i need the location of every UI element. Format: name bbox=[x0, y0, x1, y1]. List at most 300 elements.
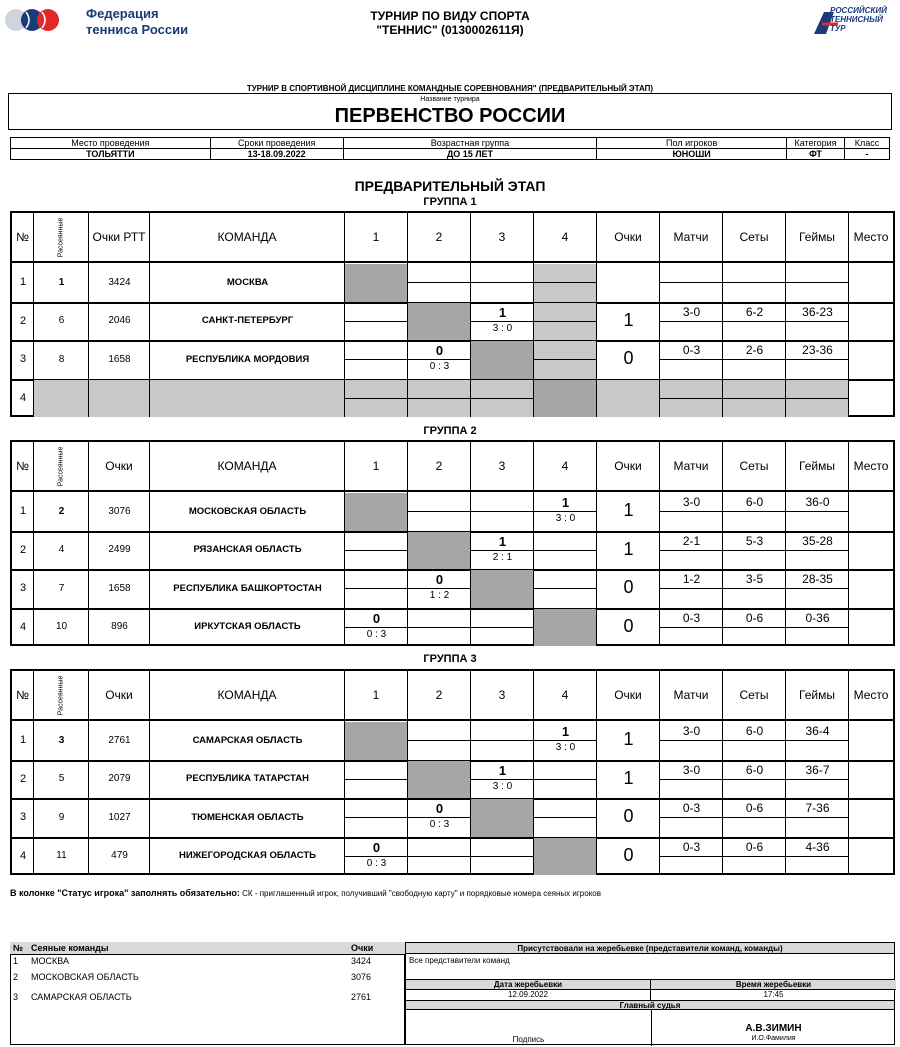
cell-games: 0-36 bbox=[805, 610, 830, 625]
match-result-score: 3 : 0 bbox=[492, 780, 513, 792]
match-result-score: 2 : 1 bbox=[492, 551, 513, 563]
cell-mid-line bbox=[660, 359, 723, 360]
cell-mid-line bbox=[534, 321, 597, 322]
column-header-c3 bbox=[471, 671, 534, 719]
group-title: ГРУППА 1 bbox=[423, 196, 477, 208]
column-header-label: Очки bbox=[614, 459, 642, 473]
seeded-points: 3076 bbox=[351, 971, 372, 982]
column-header-label: 1 bbox=[372, 688, 380, 702]
cell-mid-line bbox=[471, 740, 534, 741]
cell-mid-line bbox=[660, 627, 723, 628]
cell-mid-line bbox=[471, 856, 534, 857]
cell-seed bbox=[34, 379, 89, 418]
cell-team: РЯЗАНСКАЯ ОБЛАСТЬ bbox=[193, 544, 302, 556]
match-result-winner: 1 bbox=[498, 762, 507, 778]
cell-mid-line bbox=[471, 321, 534, 322]
cell-mid-line bbox=[408, 627, 471, 628]
cell-mid-line bbox=[723, 588, 786, 589]
cell-sets: 3-5 bbox=[745, 572, 764, 586]
column-divider bbox=[596, 379, 597, 418]
cell-team: САНКТ-ПЕТЕРБУРГ bbox=[201, 315, 294, 327]
draw-judge-label: Главный судья bbox=[406, 1000, 894, 1010]
tournament-name: ПЕРВЕНСТВО РОССИИ bbox=[334, 105, 566, 127]
column-header-games bbox=[786, 213, 849, 261]
document-title-line2: "ТЕННИС" (0130002611Я) bbox=[376, 23, 524, 37]
seeded-num: 2 bbox=[13, 971, 19, 982]
column-header-label: 2 bbox=[435, 688, 443, 702]
column-header-label: Место bbox=[853, 459, 889, 473]
cell-games: 28-35 bbox=[802, 572, 833, 586]
column-header-sets bbox=[723, 671, 786, 719]
info-header: Класс bbox=[844, 138, 889, 149]
column-header-label: 4 bbox=[561, 230, 569, 244]
cell-num: 4 bbox=[19, 391, 27, 404]
cell-sets: 6-0 bbox=[745, 724, 764, 738]
cell-mid-line bbox=[471, 282, 534, 283]
cell-num: 1 bbox=[19, 505, 27, 518]
column-header-label: Место bbox=[853, 230, 889, 244]
cell-mid-line bbox=[660, 588, 723, 589]
cell-mid-line bbox=[660, 321, 723, 322]
info-value-row bbox=[11, 149, 890, 160]
cell-points: 0 bbox=[623, 615, 634, 636]
column-header-label: Очки bbox=[105, 459, 133, 473]
federation-logo-icon bbox=[4, 6, 74, 34]
column-header-num bbox=[12, 213, 34, 261]
rtt-name-line3: ТУР bbox=[830, 24, 846, 33]
document-title-line1: ТУРНИР ПО ВИДУ СПОРТА bbox=[370, 9, 530, 23]
column-header-c3 bbox=[471, 213, 534, 261]
column-header-label: Геймы bbox=[799, 230, 835, 244]
column-header-team bbox=[150, 213, 345, 261]
cell-mid-line bbox=[345, 627, 408, 628]
cell-mid-line bbox=[660, 817, 723, 818]
cell-mid-line bbox=[660, 398, 723, 399]
cell-matches: 3-0 bbox=[682, 762, 701, 777]
cell-seed: 10 bbox=[55, 621, 68, 633]
cell-seed: 6 bbox=[58, 315, 65, 327]
column-header-label: 2 bbox=[435, 230, 443, 244]
cell-matches: 0-3 bbox=[682, 343, 701, 357]
cell-points: 1 bbox=[623, 767, 634, 788]
cell-mid-line bbox=[345, 856, 408, 857]
draw-time: 17:45 bbox=[763, 990, 784, 999]
cell-rating: 2761 bbox=[108, 734, 131, 746]
diagonal-cell bbox=[408, 761, 471, 799]
seeded-header-row bbox=[10, 942, 405, 955]
seeded-header-team: Сеяные команды bbox=[31, 943, 109, 953]
tournament-subtitle: ТУРНИР В СПОРТИВНОЙ ДИСЦИПЛИНЕ КОМАНДНЫЕ СОРЕВНОВАНИЯ" (ПРЕДВАРИТЕЛЬНЫЙ ЭТАП) bbox=[246, 84, 654, 93]
cell-matches: 2-1 bbox=[682, 533, 701, 548]
column-header-label: № bbox=[16, 230, 29, 244]
seeded-num: 3 bbox=[13, 991, 19, 1002]
cell-mid-line bbox=[786, 321, 849, 322]
column-header-c2 bbox=[408, 442, 471, 490]
cell-mid-line bbox=[408, 817, 471, 818]
federation-name bbox=[86, 6, 188, 38]
rtt-name bbox=[830, 6, 887, 33]
column-header-label: Рассеянные bbox=[57, 446, 65, 486]
match-result-winner: 0 bbox=[372, 839, 381, 855]
seeded-header-num: № bbox=[13, 943, 24, 953]
cell-mid-line bbox=[345, 779, 408, 780]
cell-mid-line bbox=[471, 511, 534, 512]
draw-judge-name-label: И.О.Фамилия bbox=[751, 1035, 796, 1042]
seeded-teams-table bbox=[10, 942, 405, 1011]
seeded-points: 2761 bbox=[351, 991, 372, 1002]
cell-mid-line bbox=[786, 779, 849, 780]
info-value: ДО 15 ЛЕТ bbox=[343, 149, 597, 160]
cell-rating: 896 bbox=[111, 621, 128, 633]
cell-seed: 5 bbox=[58, 773, 65, 785]
info-value: ФТ bbox=[787, 149, 845, 160]
match-result-score: 3 : 0 bbox=[555, 513, 576, 525]
match-result-winner: 1 bbox=[498, 533, 507, 549]
seeded-team: МОСКВА bbox=[31, 956, 69, 966]
column-header-rating bbox=[89, 213, 150, 261]
seeded-row bbox=[10, 955, 405, 971]
column-header-label: Очки bbox=[614, 688, 642, 702]
cell-team: РЕСПУБЛИКА ТАТАРСТАН bbox=[186, 773, 309, 785]
diagonal-cell bbox=[345, 493, 408, 531]
cell-team: САМАРСКАЯ ОБЛАСТЬ bbox=[192, 734, 303, 746]
column-header-label: Геймы bbox=[799, 459, 835, 473]
cell-mid-line bbox=[786, 740, 849, 741]
cell-matches: 3-0 bbox=[682, 304, 701, 319]
match-result-score: 0 : 3 bbox=[429, 819, 450, 831]
info-header: Возрастная группа bbox=[343, 138, 597, 149]
match-result-winner: 1 bbox=[498, 304, 507, 320]
cell-num: 1 bbox=[19, 734, 27, 747]
cell-matches: 0-3 bbox=[682, 610, 701, 625]
cell-mid-line bbox=[723, 359, 786, 360]
diagonal-cell bbox=[471, 570, 534, 608]
status-note-text: СК - приглашенный игрок, получивший "свободную карту" и порядковые номера сеяных игроков bbox=[242, 889, 601, 898]
federation-name-line2: тенниса России bbox=[86, 22, 189, 37]
column-header-seed bbox=[34, 213, 89, 261]
column-header-rating bbox=[89, 671, 150, 719]
cell-mid-line bbox=[660, 856, 723, 857]
cell-sets: 5-3 bbox=[745, 533, 764, 548]
draw-time-label: Время жеребьевки bbox=[651, 980, 896, 990]
cell-mid-line bbox=[534, 359, 597, 360]
diagonal-cell bbox=[534, 838, 597, 876]
cell-sets: 0-6 bbox=[745, 610, 764, 625]
cell-points: 0 bbox=[623, 577, 634, 597]
cell-team: МОСКВА bbox=[226, 276, 269, 288]
cell-mid-line bbox=[723, 282, 786, 283]
cell-mid-line bbox=[534, 511, 597, 512]
cell-mid-line bbox=[534, 282, 597, 283]
cell-games: 7-36 bbox=[805, 801, 830, 815]
cell-games: 4-36 bbox=[805, 839, 830, 854]
column-header-c4 bbox=[534, 671, 597, 719]
cell-seed: 7 bbox=[58, 582, 65, 594]
status-note bbox=[10, 888, 601, 898]
match-result-winner: 1 bbox=[561, 724, 570, 739]
info-value: - bbox=[844, 149, 889, 160]
info-header: Пол игроков bbox=[597, 138, 787, 149]
cell-mid-line bbox=[723, 321, 786, 322]
cell-mid-line bbox=[345, 817, 408, 818]
cell-mid-line bbox=[660, 550, 723, 551]
diagonal-cell bbox=[408, 303, 471, 341]
column-header-sets bbox=[723, 213, 786, 261]
cell-mid-line bbox=[408, 398, 471, 399]
column-header-matches bbox=[660, 671, 723, 719]
cell-mid-line bbox=[786, 398, 849, 399]
draw-present-value: Все представители команд bbox=[409, 956, 510, 965]
column-header-c1 bbox=[345, 213, 408, 261]
column-header-label: № bbox=[16, 459, 29, 473]
cell-mid-line bbox=[534, 817, 597, 818]
column-header-label: КОМАНДА bbox=[217, 230, 277, 244]
cell-mid-line bbox=[786, 588, 849, 589]
rtt-name-line1: РОССИЙСКИЙ bbox=[830, 6, 887, 15]
cell-sets: 0-6 bbox=[745, 839, 764, 854]
draw-date-label: Дата жеребьевки bbox=[406, 980, 651, 990]
cell-matches: 0-3 bbox=[682, 839, 701, 854]
column-header-label: КОМАНДА bbox=[217, 459, 277, 473]
cell-seed: 8 bbox=[58, 353, 65, 365]
group-table bbox=[10, 211, 895, 417]
cell-num: 4 bbox=[19, 620, 27, 633]
cell-mid-line bbox=[471, 779, 534, 780]
column-header-c2 bbox=[408, 671, 471, 719]
cell-rating: 1658 bbox=[108, 353, 131, 365]
diagonal-cell bbox=[471, 799, 534, 837]
draw-date: 12.09.2022 bbox=[406, 990, 651, 1000]
match-result-winner: 0 bbox=[372, 610, 381, 626]
column-header-label: 3 bbox=[498, 688, 506, 702]
cell-rating bbox=[89, 379, 150, 418]
group-title: ГРУППА 3 bbox=[423, 653, 477, 665]
info-header: Категория bbox=[787, 138, 845, 149]
cell-team: РЕСПУБЛИКА БАШКОРТОСТАН bbox=[173, 582, 322, 594]
cell-sets: 6-0 bbox=[745, 495, 764, 509]
cell-num: 2 bbox=[19, 314, 27, 327]
column-header-c1 bbox=[345, 671, 408, 719]
cell-mid-line bbox=[786, 511, 849, 512]
match-result-winner: 0 bbox=[435, 801, 444, 816]
draw-box bbox=[405, 942, 895, 1045]
match-result-winner: 1 bbox=[561, 495, 570, 510]
cell-sets: 6-2 bbox=[745, 304, 764, 319]
cell-mid-line bbox=[723, 740, 786, 741]
cell-num: 4 bbox=[19, 849, 27, 862]
seeded-row bbox=[10, 991, 405, 1011]
diagonal-cell bbox=[408, 532, 471, 570]
tournament-name-label: Название турнира bbox=[420, 96, 480, 103]
cell-num: 3 bbox=[19, 811, 27, 824]
column-header-label: Сеты bbox=[739, 459, 769, 473]
cell-seed: 11 bbox=[56, 850, 67, 862]
cell-mid-line bbox=[408, 740, 471, 741]
seeded-team: МОСКОВСКАЯ ОБЛАСТЬ bbox=[31, 971, 139, 982]
cell-points: 1 bbox=[623, 538, 634, 559]
cell-sets: 0-6 bbox=[745, 801, 764, 815]
column-header-label: Очки bbox=[614, 230, 642, 244]
cell-seed: 1 bbox=[58, 276, 65, 288]
column-header-c3 bbox=[471, 442, 534, 490]
cell-games: 23-36 bbox=[802, 343, 833, 357]
cell-mid-line bbox=[534, 588, 597, 589]
tournament-info-table bbox=[10, 137, 890, 160]
column-header-label: 3 bbox=[498, 459, 506, 473]
column-header-games bbox=[786, 442, 849, 490]
column-header-c4 bbox=[534, 213, 597, 261]
cell-points: 1 bbox=[623, 500, 634, 520]
cell-seed: 3 bbox=[58, 734, 65, 746]
group-title: ГРУППА 2 bbox=[423, 425, 477, 437]
column-header-place bbox=[849, 213, 893, 261]
cell-mid-line bbox=[660, 282, 723, 283]
cell-matches: 3-0 bbox=[682, 724, 701, 738]
column-header-place bbox=[849, 671, 893, 719]
cell-mid-line bbox=[723, 856, 786, 857]
column-header-rating bbox=[89, 442, 150, 490]
column-header-label: Матчи bbox=[673, 230, 709, 244]
column-header-points bbox=[597, 671, 660, 719]
column-header-team bbox=[150, 442, 345, 490]
cell-games: 36-23 bbox=[802, 304, 833, 319]
cell-mid-line bbox=[786, 550, 849, 551]
column-header-points bbox=[597, 442, 660, 490]
cell-mid-line bbox=[408, 588, 471, 589]
column-header-label: 2 bbox=[435, 459, 443, 473]
cell-points: 0 bbox=[623, 348, 634, 368]
cell-team: НИЖЕГОРОДСКАЯ ОБЛАСТЬ bbox=[178, 850, 317, 862]
draw-signature-label: Подпись bbox=[512, 1035, 545, 1044]
column-header-label: 4 bbox=[561, 459, 569, 473]
cell-mid-line bbox=[345, 398, 408, 399]
cell-team bbox=[150, 379, 345, 418]
column-header-label: Матчи bbox=[673, 459, 709, 473]
group-table bbox=[10, 440, 895, 646]
cell-mid-line bbox=[408, 359, 471, 360]
cell-mid-line bbox=[408, 856, 471, 857]
diagonal-cell bbox=[534, 609, 597, 647]
seeded-points: 3424 bbox=[351, 956, 372, 966]
cell-mid-line bbox=[534, 740, 597, 741]
info-header: Сроки проведения bbox=[210, 138, 343, 149]
stage-title: ПРЕДВАРИТЕЛЬНЫЙ ЭТАП bbox=[354, 178, 546, 194]
federation-name-line1: Федерация bbox=[86, 6, 159, 21]
column-header-label: № bbox=[16, 688, 29, 702]
column-header-c2 bbox=[408, 213, 471, 261]
document-title bbox=[300, 9, 600, 37]
cell-matches: 0-3 bbox=[682, 801, 701, 815]
cell-rating: 2046 bbox=[108, 315, 131, 327]
page-header bbox=[0, 0, 900, 45]
column-header-team bbox=[150, 671, 345, 719]
cell-team: РЕСПУБЛИКА МОРДОВИЯ bbox=[185, 353, 310, 365]
cell-mid-line bbox=[345, 321, 408, 322]
rtt-name-line2: ТЕННИСНЫЙ bbox=[830, 15, 883, 24]
cell-mid-line bbox=[471, 627, 534, 628]
cell-mid-line bbox=[723, 511, 786, 512]
match-result-winner: 0 bbox=[435, 572, 444, 587]
column-header-label: Матчи bbox=[673, 688, 709, 702]
column-header-label: 4 bbox=[561, 688, 569, 702]
cell-sets: 6-0 bbox=[745, 762, 764, 777]
draw-judge-name: А.В.ЗИМИН bbox=[745, 1023, 802, 1034]
diagonal-cell bbox=[471, 341, 534, 379]
cell-mid-line bbox=[471, 550, 534, 551]
draw-present-label: Присутствовали на жеребьевке (представители команд, команды) bbox=[406, 943, 894, 954]
cell-matches: 3-0 bbox=[682, 495, 701, 509]
match-result-score: 0 : 3 bbox=[429, 361, 450, 373]
cell-num: 1 bbox=[19, 276, 27, 289]
cell-num: 2 bbox=[19, 543, 27, 556]
column-header-label: Место bbox=[853, 688, 889, 702]
cell-rating: 3076 bbox=[108, 505, 131, 517]
cell-rating: 2079 bbox=[108, 773, 131, 785]
cell-games: 36-7 bbox=[805, 762, 830, 777]
cell-mid-line bbox=[786, 817, 849, 818]
column-header-label: 3 bbox=[498, 230, 506, 244]
cell-num: 3 bbox=[19, 353, 27, 366]
info-value: ТОЛЬЯТТИ bbox=[11, 149, 211, 160]
column-header-label: 1 bbox=[372, 230, 380, 244]
column-header-matches bbox=[660, 442, 723, 490]
seeded-team: САМАРСКАЯ ОБЛАСТЬ bbox=[31, 991, 132, 1002]
cell-mid-line bbox=[345, 588, 408, 589]
cell-points: 0 bbox=[623, 844, 634, 865]
cell-points: 0 bbox=[623, 806, 634, 826]
cell-mid-line bbox=[660, 740, 723, 741]
column-header-label: КОМАНДА bbox=[217, 688, 277, 702]
column-header-num bbox=[12, 671, 34, 719]
column-header-label: Сеты bbox=[739, 230, 769, 244]
column-header-label: Очки bbox=[105, 688, 133, 702]
column-header-points bbox=[597, 213, 660, 261]
cell-games: 35-28 bbox=[802, 533, 833, 548]
seeded-header-points: Очки bbox=[351, 943, 374, 953]
cell-mid-line bbox=[723, 550, 786, 551]
seeded-row bbox=[10, 971, 405, 991]
cell-mid-line bbox=[723, 817, 786, 818]
match-result-score: 1 : 2 bbox=[429, 590, 450, 602]
cell-mid-line bbox=[534, 550, 597, 551]
match-result-score: 0 : 3 bbox=[366, 628, 387, 640]
cell-mid-line bbox=[471, 398, 534, 399]
cell-seed: 4 bbox=[58, 544, 65, 556]
info-header-row bbox=[11, 138, 890, 149]
info-value: ЮНОШИ bbox=[597, 149, 787, 160]
diagonal-cell bbox=[345, 722, 408, 760]
column-header-label: Геймы bbox=[799, 688, 835, 702]
column-header-label: Рассеянные bbox=[57, 675, 65, 715]
cell-points: 1 bbox=[623, 309, 634, 330]
info-header: Место проведения bbox=[11, 138, 211, 149]
match-result-score: 3 : 0 bbox=[492, 322, 513, 334]
cell-matches: 1-2 bbox=[682, 572, 701, 586]
cell-rating: 2499 bbox=[108, 544, 131, 556]
cell-mid-line bbox=[786, 359, 849, 360]
tournament-name-box bbox=[8, 93, 892, 130]
column-header-place bbox=[849, 442, 893, 490]
status-note-bold: В колонке "Статус игрока" заполнять обязательно: bbox=[10, 888, 240, 898]
group-table bbox=[10, 669, 895, 875]
column-header-label: Очки РТТ bbox=[92, 230, 146, 244]
cell-mid-line bbox=[408, 282, 471, 283]
column-header-seed bbox=[34, 671, 89, 719]
column-header-label: Рассеянные bbox=[57, 217, 65, 257]
cell-games: 36-4 bbox=[805, 724, 830, 738]
diagonal-cell bbox=[534, 380, 597, 418]
cell-team: ТЮМЕНСКАЯ ОБЛАСТЬ bbox=[191, 811, 304, 823]
